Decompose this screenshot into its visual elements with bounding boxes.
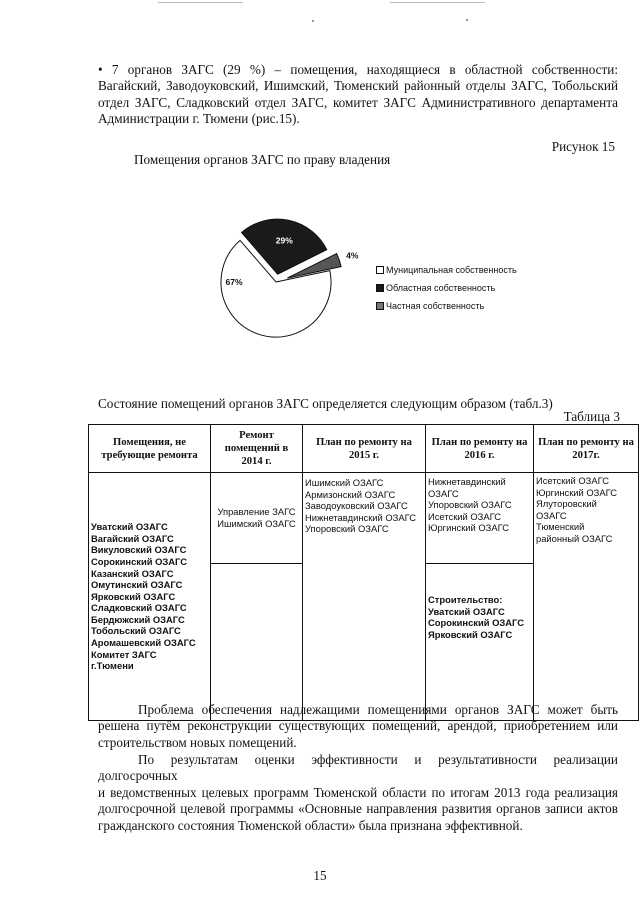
list-item: Уватский ОЗАГС bbox=[428, 605, 505, 617]
cell-plan-2015 bbox=[303, 473, 426, 721]
top-scan-line-left bbox=[158, 2, 243, 3]
result-line: долгосрочной целевой программы «Основные направления развития органов записи актов bbox=[98, 801, 618, 817]
header-plan-2016: План по ремонту на 2016 г. bbox=[426, 425, 534, 473]
list-item: Казанский ОЗАГС bbox=[91, 567, 174, 579]
list-item: ОЗАГС bbox=[536, 509, 567, 521]
legend-label: Муниципальная собственность bbox=[386, 265, 517, 275]
pie-label-regional: 29% bbox=[275, 235, 293, 246]
page-number: 15 bbox=[313, 868, 327, 883]
repair-table bbox=[88, 424, 639, 721]
list-item: Тобольский ОЗАГС bbox=[91, 625, 181, 637]
result-line: По результатам оценки эффективности и результативности реализации долгосрочных bbox=[98, 752, 618, 784]
problem-line: решена путём реконструкции существующих помещений, арендой, приобретением или bbox=[98, 718, 618, 734]
legend-swatch-municipal bbox=[376, 266, 384, 274]
figure-label: Рисунок 15 bbox=[551, 139, 615, 154]
problem-line: Проблема обеспечения надлежащими помещениями органов ЗАГС может быть bbox=[138, 702, 618, 717]
problem-line: строительством новых помещений. bbox=[98, 734, 297, 750]
list-item: Уватский ОЗАГС bbox=[91, 521, 168, 533]
list-item: Упоровский ОЗАГС bbox=[305, 523, 389, 535]
intro-line: Вагайский, Заводоуковский, Ишимский, Тюменский районный отделы ЗАГС, Тобольский bbox=[98, 78, 618, 94]
list-item: Аромашевский ОЗАГС bbox=[91, 637, 196, 649]
list-item: Ярковский ОЗАГС bbox=[91, 590, 176, 602]
intro-line: Администрации г. Тюмени (рис.15). bbox=[98, 111, 300, 127]
pie-label-municipal: 67% bbox=[225, 277, 243, 287]
legend-label: Частная собственность bbox=[386, 301, 485, 311]
legend-item-regional bbox=[376, 279, 517, 297]
list-item: Викуловский ОЗАГС bbox=[91, 544, 187, 556]
intro-line: отдел ЗАГС, Сладковский отдел ЗАГС, комитет ЗАГС Административного департамента bbox=[98, 94, 618, 110]
header-plan-2015: План по ремонту на 2015 г. bbox=[303, 425, 426, 473]
list-item: Упоровский ОЗАГС bbox=[428, 499, 512, 511]
scan-speck bbox=[466, 19, 468, 21]
list-item: Ишимский ОЗАГС bbox=[305, 477, 384, 488]
figure-title: Помещения органов ЗАГС по праву владения bbox=[134, 152, 391, 167]
table-row bbox=[89, 473, 639, 564]
table-label: Таблица 3 bbox=[563, 409, 620, 424]
list-item: Сорокинский ОЗАГС bbox=[91, 555, 188, 567]
cell-repair-2014 bbox=[211, 473, 303, 564]
list-item: Исетский ОЗАГС bbox=[428, 510, 502, 522]
pie-label-private: 4% bbox=[346, 250, 359, 261]
list-item: Ярковский ОЗАГС bbox=[428, 628, 513, 640]
list-item: Армизонский ОЗАГС bbox=[305, 488, 396, 500]
list-item: ОЗАГС bbox=[428, 487, 459, 499]
legend-swatch-regional bbox=[376, 284, 384, 292]
cell-no-repair bbox=[89, 473, 211, 721]
list-item: Сладковский ОЗАГС bbox=[91, 602, 187, 614]
legend-item-private bbox=[376, 297, 517, 315]
cell-repair-2014-empty bbox=[211, 564, 303, 721]
chart-legend bbox=[376, 261, 517, 315]
list-item: Нижнетавдинский bbox=[428, 476, 506, 487]
list-item: Строительство: bbox=[428, 594, 503, 605]
list-item: Исетский ОЗАГС bbox=[536, 475, 610, 486]
header-repair-2014: Ремонт помещений в 2014 г. bbox=[211, 425, 303, 473]
list-item: г.Тюмени bbox=[91, 660, 134, 672]
intro-line: • 7 органов ЗАГС (29 %) – помещения, находящиеся в областной собственности: bbox=[98, 62, 618, 77]
table-intro-text: Состояние помещений органов ЗАГС определяется следующим образом (табл.3) bbox=[98, 396, 553, 411]
list-item: Омутинский ОЗАГС bbox=[91, 579, 183, 591]
list-item: Юргинский ОЗАГС bbox=[428, 522, 510, 534]
list-item: районный ОЗАГС bbox=[536, 532, 613, 544]
list-item: Вагайский ОЗАГС bbox=[91, 532, 174, 544]
list-item: Нижнетавдинский ОЗАГС bbox=[305, 511, 417, 523]
list-item: Сорокинский ОЗАГС bbox=[428, 617, 525, 629]
intro-paragraph bbox=[98, 62, 618, 128]
legend-swatch-private bbox=[376, 302, 384, 310]
cell-plan-2017 bbox=[534, 473, 639, 721]
table-header-row bbox=[89, 425, 639, 473]
list-item: Юргинский ОЗАГС bbox=[536, 486, 618, 498]
header-plan-2017: План по ремонту на 2017г. bbox=[534, 425, 639, 473]
result-paragraph bbox=[98, 752, 618, 834]
list-item: Бердюжский ОЗАГС bbox=[91, 613, 185, 625]
list-item: Комитет ЗАГС bbox=[91, 648, 157, 660]
scan-speck bbox=[312, 20, 314, 22]
list-item: Ишимский ОЗАГС bbox=[217, 518, 296, 529]
cell-plan-2016 bbox=[426, 473, 534, 564]
problem-paragraph bbox=[98, 702, 618, 751]
list-item: Управление ЗАГС bbox=[217, 506, 296, 518]
header-no-repair: Помещения, не требующие ремонта bbox=[89, 425, 211, 473]
pie-chart bbox=[180, 215, 520, 350]
result-line: и ведомственных целевых программ Тюменской области по итогам 2013 года реализация bbox=[98, 784, 618, 800]
top-scan-line-right bbox=[390, 2, 485, 3]
list-item: Ялуторовский bbox=[536, 498, 597, 510]
legend-item-municipal bbox=[376, 261, 517, 279]
legend-label: Областная собственность bbox=[386, 283, 496, 293]
list-item: Заводоуковский ОЗАГС bbox=[305, 500, 408, 512]
result-line: гражданского состояния Тюменской области» была признана эффективной. bbox=[98, 817, 523, 833]
list-item: Тюменский bbox=[536, 521, 585, 533]
cell-plan-2016-build bbox=[426, 564, 534, 721]
